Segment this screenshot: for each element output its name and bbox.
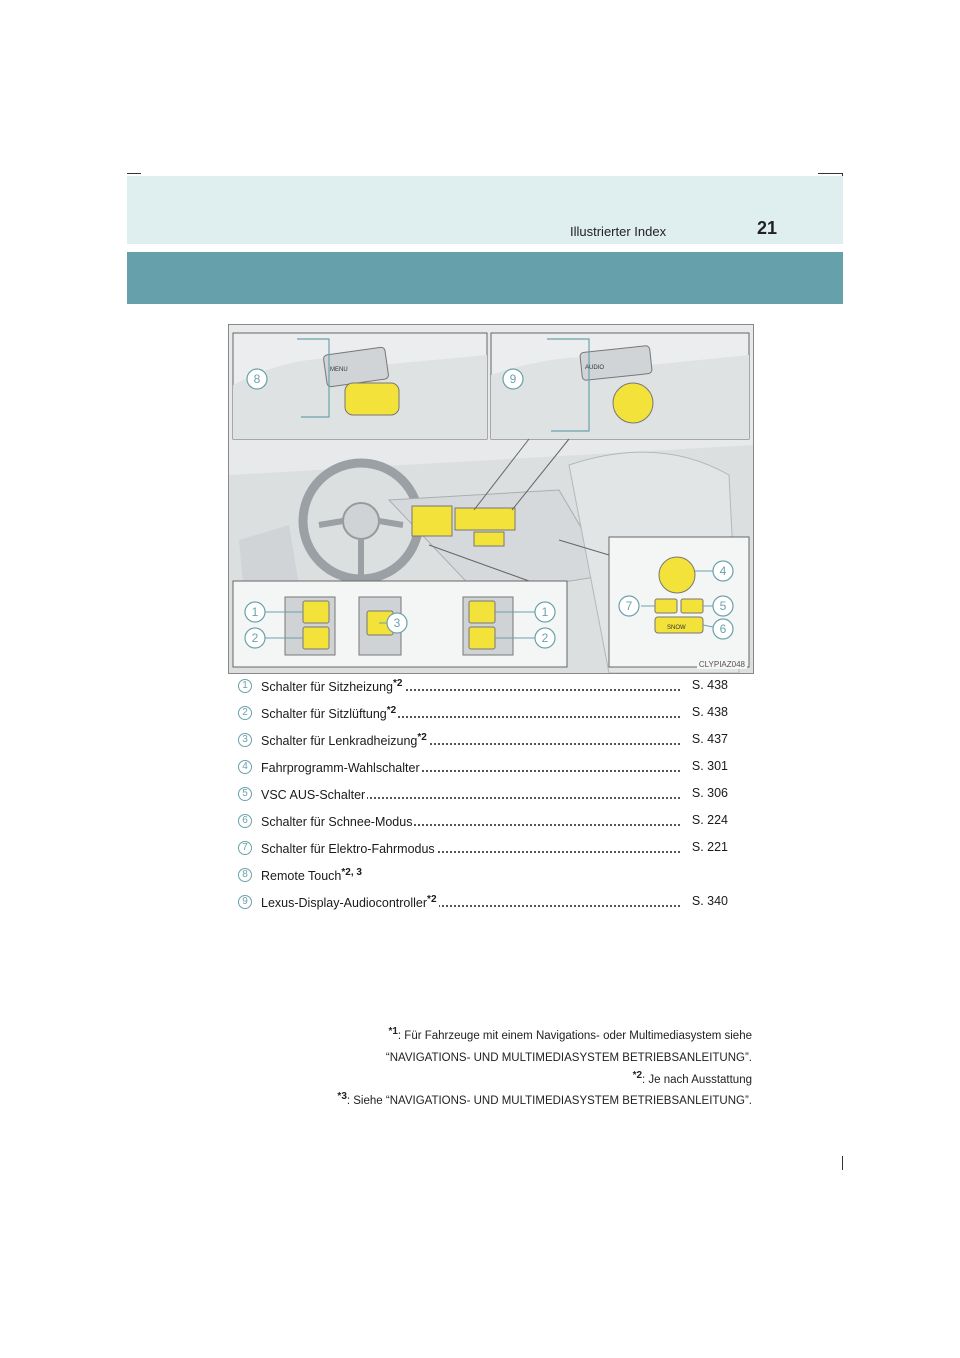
list-item	[238, 840, 728, 867]
audio-label: AUDIO	[585, 365, 605, 371]
item-label: Schalter für Sitzlüftung$^{*2}$	[261, 705, 397, 722]
item-number-badge: 6	[238, 814, 252, 828]
page-number: 21	[757, 218, 778, 238]
callout-6-label: 6	[719, 622, 727, 636]
crop-mark	[842, 1156, 843, 1170]
item-label: Schalter für Elektro-Fahrmodus	[261, 840, 437, 856]
footnote: $^{*1}$: Für Fahrzeuge mit einem Navigations- oder Multimediasystem siehe	[388, 1026, 752, 1042]
list-item	[238, 678, 728, 705]
callout-1-label: 1	[251, 605, 259, 619]
item-number-badge: 4	[238, 760, 252, 774]
list-item	[238, 786, 728, 813]
callout-9-label: 9	[509, 372, 517, 386]
list-item	[238, 813, 728, 840]
snow-label: SNOW	[667, 625, 686, 631]
crop-mark	[127, 173, 141, 174]
list-item	[238, 705, 728, 732]
list-item	[238, 759, 728, 786]
callout-7-label: 7	[625, 599, 633, 613]
page-reference[interactable]: S. 301	[689, 759, 728, 773]
item-label: Fahrprogramm-Wahlschalter	[261, 759, 422, 775]
list-item	[238, 894, 728, 921]
callout-2-label: 2	[251, 631, 259, 645]
page-reference[interactable]: S. 221	[689, 840, 728, 854]
callout-5-label: 5	[719, 599, 727, 613]
dashboard-drawing	[229, 325, 753, 673]
item-number-badge: 3	[238, 733, 252, 747]
list-item	[238, 867, 728, 894]
item-label: Remote Touch$^{*2, 3}$	[261, 867, 362, 884]
page-reference[interactable]: S. 340	[689, 894, 728, 908]
page-reference[interactable]: S. 438	[689, 678, 728, 692]
item-number-badge: 2	[238, 706, 252, 720]
crop-mark	[818, 173, 842, 174]
item-label: Lexus-Display-Audiocontroller$^{*2}$	[261, 894, 437, 911]
item-number-badge: 8	[238, 868, 252, 882]
item-label: Schalter für Lenkradheizung$^{*2}$	[261, 732, 427, 749]
callout-8-label: 8	[253, 372, 261, 386]
footnote: $^{*3}$: Siehe “NAVIGATIONS- UND MULTIMEDIASYSTEM BETRIEBSANLEITUNG”.	[337, 1091, 752, 1108]
item-label: Schalter für Sitzheizung$^{*2}$	[261, 678, 403, 695]
item-number-badge: 7	[238, 841, 252, 855]
footnote: $^{*2}$: Je nach Ausstattung	[632, 1069, 752, 1086]
item-list	[238, 678, 728, 921]
dashboard-illustration	[228, 324, 754, 674]
footnotes	[337, 1023, 752, 1110]
item-number-badge: 5	[238, 787, 252, 801]
footnote: “NAVIGATIONS- UND MULTIMEDIASYSTEM BETRIEBSANLEITUNG”.	[385, 1051, 752, 1064]
title-band	[127, 252, 843, 304]
page-reference[interactable]: S. 224	[689, 813, 728, 827]
page-reference[interactable]: S. 437	[689, 732, 728, 746]
callout-2-right-label: 2	[541, 631, 549, 645]
header-band	[127, 176, 843, 244]
callout-4-label: 4	[719, 564, 727, 578]
page-reference[interactable]: S. 438	[689, 705, 728, 719]
menu-label: MENU	[330, 367, 348, 373]
list-item	[238, 732, 728, 759]
section-title: Illustrierter Index	[570, 224, 667, 239]
item-label: Schalter für Schnee-Modus	[261, 813, 414, 829]
page-reference[interactable]: S. 306	[689, 786, 728, 800]
callout-1-right-label: 1	[541, 605, 549, 619]
item-label: VSC AUS-Schalter	[261, 786, 367, 802]
figure-code: CLYPIAZ048	[698, 660, 745, 669]
item-number-badge: 1	[238, 679, 252, 693]
callout-3-label: 3	[393, 616, 401, 630]
item-number-badge: 9	[238, 895, 252, 909]
